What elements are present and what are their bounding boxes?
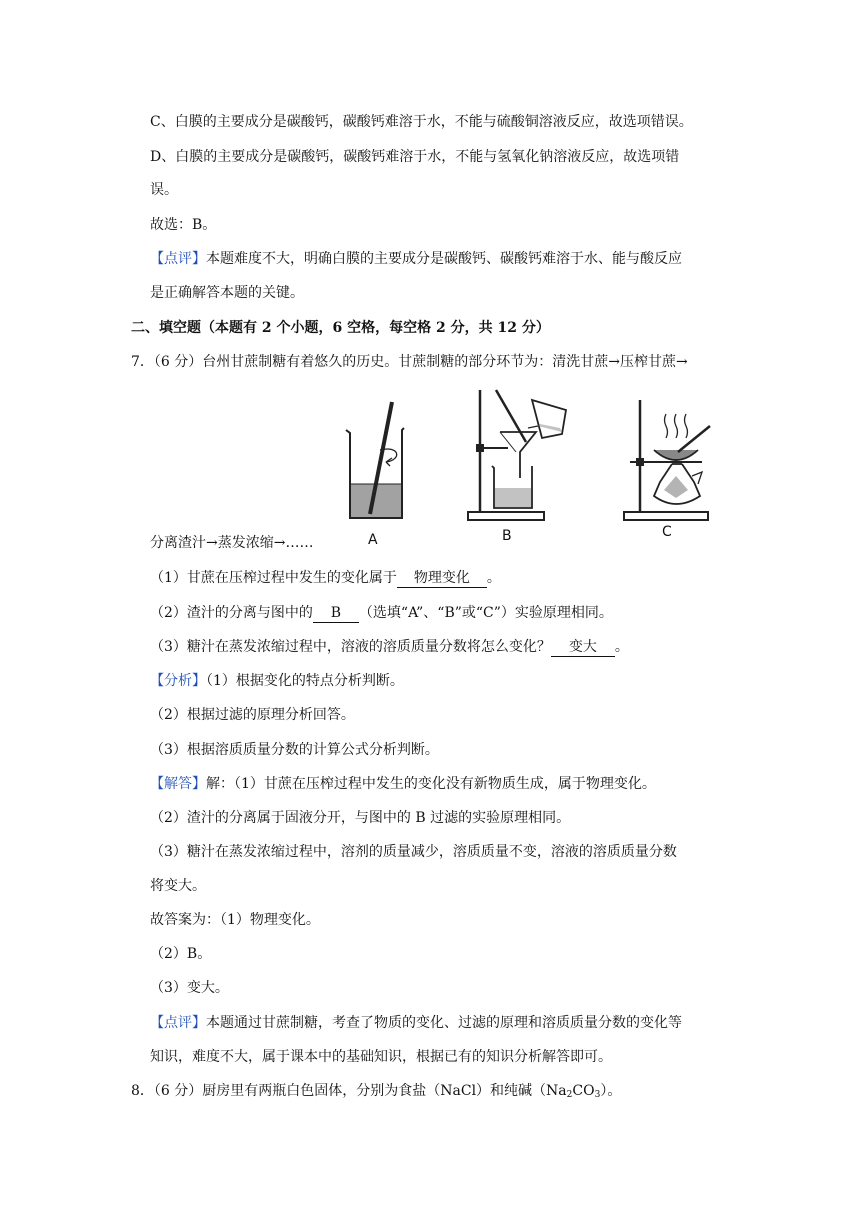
sub1-end: 。: [486, 570, 501, 586]
solution-text: 解：（1）甘蔗在压榨过程中发生的变化没有新物质生成，属于物理变化。: [206, 776, 656, 792]
solution-tag: 【解答】: [150, 776, 206, 792]
figure-a-beaker: [340, 400, 410, 525]
choice-text: 故选：B。: [150, 217, 217, 233]
sub2-end: （选填“A”、“B”或“C”）实验原理相同。: [358, 605, 613, 621]
q7-sub2: [150, 603, 613, 623]
analysis-line-3: （3）根据溶质质量分数的计算公式分析判断。: [150, 742, 439, 758]
option-d-text: D、白膜的主要成分是碳酸钙，碳酸钙难溶于水，不能与氢氧化钠溶液反应，故选项错: [150, 149, 680, 165]
answer-line-1: 故答案为：（1）物理变化。: [150, 912, 320, 928]
q6-review-cont: 是正确解答本题的关键。: [150, 285, 304, 301]
q7-analysis: [150, 671, 404, 691]
subscript-2: 2: [566, 1090, 573, 1100]
q7-review: [150, 1013, 682, 1033]
sub2-prompt: （2）渣汁的分离与图中的: [150, 605, 313, 621]
q7-stem: 7．（6 分）台州甘蔗制糖有着悠久的历史。甘蔗制糖的部分环节为：清洗甘蔗→压榨甘蔗→: [131, 354, 688, 370]
solution-line-2: （2）渣汁的分离属于固液分开，与图中的 B 过滤的实验原理相同。: [150, 810, 571, 826]
figure-label-b: B: [502, 528, 512, 544]
q6-review: [150, 249, 682, 269]
q7-solution: [150, 774, 656, 794]
sub1-answer-blank: 物理变化: [397, 569, 487, 588]
q7-stem-cont: 分离渣汁→蒸发浓缩→……: [150, 535, 314, 551]
solution-line-3: （3）糖汁在蒸发浓缩过程中，溶剂的质量减少，溶质质量不变，溶液的溶质质量分数: [150, 844, 677, 860]
answer-line-2: （2）B。: [150, 946, 212, 962]
q8-stem: [131, 1081, 621, 1105]
section-heading: 二、填空题（本题有 2 个小题，6 空格，每空格 2 分，共 12 分）: [131, 320, 550, 336]
figure-label-c: C: [662, 524, 672, 540]
figure-c-evaporation: [624, 398, 716, 523]
formula-co: CO: [572, 1083, 595, 1099]
figure-b-filtration: [468, 388, 578, 523]
option-c-text: C、白膜的主要成分是碳酸钙，碳酸钙难溶于水，不能与硫酸铜溶液反应，故选项错误。: [150, 114, 693, 130]
review-tag: 【点评】: [150, 1015, 206, 1031]
sub1-prompt: （1）甘蔗在压榨过程中发生的变化属于: [150, 570, 397, 586]
sub3-answer-blank: 变大: [551, 638, 615, 657]
sub3-prompt: （3）糖汁在蒸发浓缩过程中，溶液的溶质质量分数将怎么变化？: [150, 639, 551, 655]
q7-sub3: [150, 637, 629, 657]
sub3-end: 。: [614, 639, 629, 655]
review-tag: 【点评】: [150, 251, 206, 267]
q8-stem-end: ）。: [600, 1083, 622, 1099]
sub2-answer-blank: B: [313, 604, 359, 623]
figure-label-a: A: [368, 532, 378, 548]
review-text: 本题难度不大，明确白膜的主要成分是碳酸钙、碳酸钙难溶于水、能与酸反应: [206, 251, 682, 267]
review-text: 本题通过甘蔗制糖，考查了物质的变化、过滤的原理和溶质质量分数的变化等: [206, 1015, 682, 1031]
q7-review-cont: 知识，难度不大，属于课本中的基础知识，根据已有的知识分析解答即可。: [150, 1049, 612, 1065]
option-d-text-cont: 误。: [150, 182, 178, 198]
q8-stem-text: 8．（6 分）厨房里有两瓶白色固体，分别为食盐（NaCl）和纯碱（Na: [131, 1083, 567, 1099]
analysis-tag: 【分析】: [150, 673, 206, 689]
answer-line-3: （3）变大。: [150, 980, 229, 996]
solution-line-3-cont: 将变大。: [150, 878, 206, 894]
subscript-3: 3: [594, 1090, 601, 1100]
q7-sub1: [150, 568, 501, 588]
analysis-text: （1）根据变化的特点分析判断。: [206, 673, 404, 689]
analysis-line-2: （2）根据过滤的原理分析回答。: [150, 707, 355, 723]
